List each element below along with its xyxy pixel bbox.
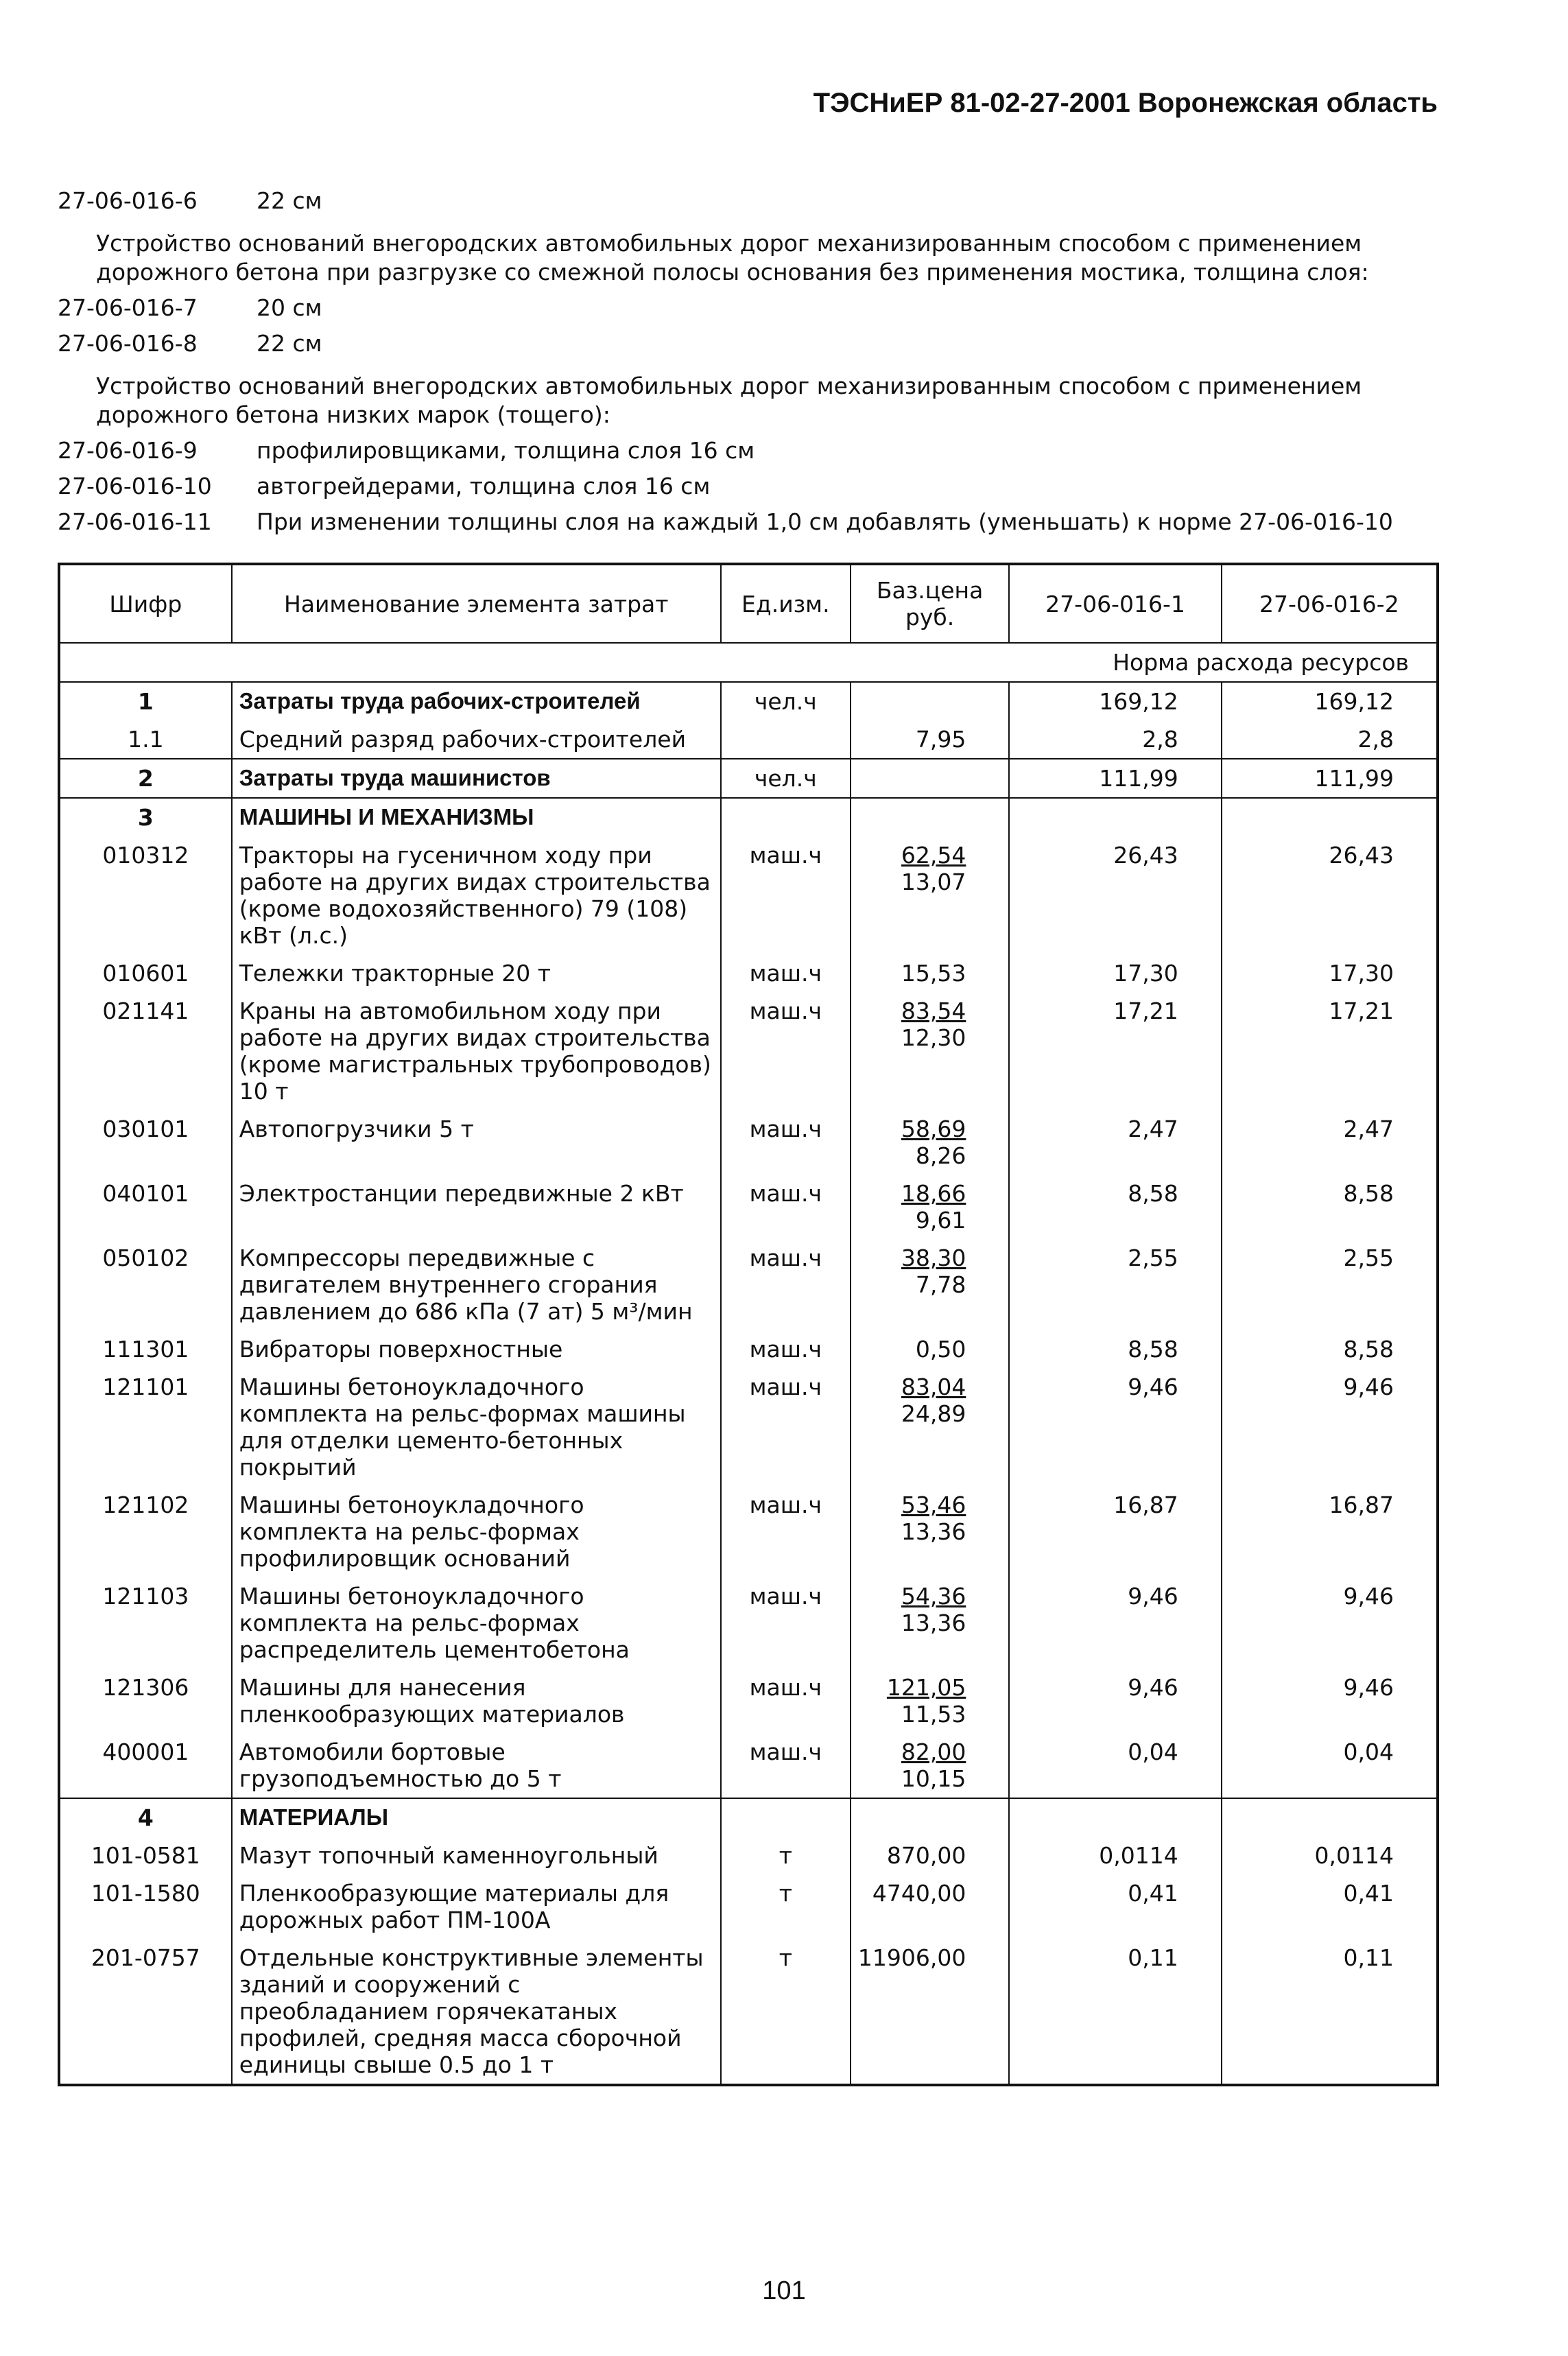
cell-value-col1: 9,46: [1009, 1368, 1221, 1486]
cell-value-col2: 8,58: [1222, 1330, 1438, 1368]
operator-wage-price: 24,89: [901, 1400, 966, 1427]
cell-value-col1: [1009, 1798, 1221, 1837]
operator-wage-price: 13,07: [901, 869, 966, 895]
table-row: [59, 1577, 1438, 1669]
base-price: 7,95: [915, 726, 966, 753]
text: профилировщиками, толщина слоя 16 см: [257, 437, 755, 464]
cell-price: [851, 1874, 1009, 1939]
cell-name: Затраты труда машинистов: [232, 759, 721, 798]
cell-name: Средний разряд рабочих-строителей: [232, 720, 721, 759]
cell-value-col2: 17,30: [1222, 954, 1438, 992]
cell-price: [851, 1798, 1009, 1837]
operator-wage-price: 11,53: [901, 1701, 966, 1728]
cell-unit: маш.ч: [721, 954, 851, 992]
table-body: [59, 682, 1438, 2085]
cell-value-col1: 16,87: [1009, 1486, 1221, 1577]
table-row: [59, 836, 1438, 954]
cell-value-col1: [1009, 798, 1221, 836]
cell-value-col1: 8,58: [1009, 1330, 1221, 1368]
cell-value-col1: 0,0114: [1009, 1837, 1221, 1874]
cell-name: Машины для нанесения пленкообразующих материалов: [232, 1669, 721, 1733]
cell-unit: маш.ч: [721, 1239, 851, 1330]
base-price: 121,05: [886, 1674, 966, 1701]
table-row: [59, 1175, 1438, 1239]
base-price: 53,46: [901, 1492, 966, 1518]
cell-value-col1: 9,46: [1009, 1577, 1221, 1669]
cell-value-col2: 111,99: [1222, 759, 1438, 798]
table-row: [59, 1110, 1438, 1175]
cell-value-col2: 8,58: [1222, 1175, 1438, 1239]
cell-price: [851, 1368, 1009, 1486]
paragraph: Устройство оснований внегородских автомобильных дорог механизированным способом с применением дорожного бетона низких марок (тощего):: [96, 373, 1362, 428]
base-price: 4740,00: [872, 1880, 966, 1907]
cell-value-col2: 2,55: [1222, 1239, 1438, 1330]
cell-code: 400001: [59, 1733, 232, 1798]
header-name: Наименование элемента затрат: [232, 564, 721, 643]
cell-value-col2: 9,46: [1222, 1669, 1438, 1733]
document-header: ТЭСНиЕР 81-02-27-2001 Воронежская область: [813, 88, 1438, 118]
table-row: [59, 1939, 1438, 2085]
cell-name: Вибраторы поверхностные: [232, 1330, 721, 1368]
cell-name: Машины бетоноукладочного комплекта на рельс-формах распределитель цементобетона: [232, 1577, 721, 1669]
cell-value-col1: 0,11: [1009, 1939, 1221, 2085]
cell-unit: чел.ч: [721, 682, 851, 720]
cell-value-col1: 169,12: [1009, 682, 1221, 720]
table-row: [59, 1798, 1438, 1837]
cell-name: МАШИНЫ И МЕХАНИЗМЫ: [232, 798, 721, 836]
text: 22 см: [257, 330, 322, 357]
cell-unit: т: [721, 1939, 851, 2085]
cell-code: 030101: [59, 1110, 232, 1175]
table-row: [59, 1874, 1438, 1939]
cell-value-col2: 9,46: [1222, 1577, 1438, 1669]
cell-price: [851, 954, 1009, 992]
cell-value-col1: 17,21: [1009, 992, 1221, 1110]
page-number: 101: [762, 2276, 806, 2305]
cell-unit: маш.ч: [721, 836, 851, 954]
cell-value-col1: 0,04: [1009, 1733, 1221, 1798]
code: 27-06-016-9: [58, 437, 198, 464]
text: 20 см: [257, 294, 322, 321]
header-col1: 27-06-016-1: [1009, 564, 1221, 643]
cell-value-col1: 2,47: [1009, 1110, 1221, 1175]
cell-price: [851, 1330, 1009, 1368]
table-row: [59, 1669, 1438, 1733]
cell-name: Электростанции передвижные 2 кВт: [232, 1175, 721, 1239]
cell-value-col2: 26,43: [1222, 836, 1438, 954]
cell-value-col2: [1222, 798, 1438, 836]
cell-price: [851, 1239, 1009, 1330]
cell-value-col1: 26,43: [1009, 836, 1221, 954]
cell-name: МАТЕРИАЛЫ: [232, 1798, 721, 1837]
cell-value-col2: 9,46: [1222, 1368, 1438, 1486]
cell-code: 010601: [59, 954, 232, 992]
cell-value-col2: 2,47: [1222, 1110, 1438, 1175]
code-row: [58, 329, 1429, 365]
cell-code: 121103: [59, 1577, 232, 1669]
cell-name: Пленкообразующие материалы для дорожных работ ПМ-100А: [232, 1874, 721, 1939]
table-header-row: [59, 564, 1438, 643]
cell-name: Машины бетоноукладочного комплекта на рельс-формах машины для отделки цементо-бетонных покрытий: [232, 1368, 721, 1486]
cell-unit: маш.ч: [721, 1110, 851, 1175]
table-row: [59, 1368, 1438, 1486]
cell-unit: [721, 1798, 851, 1837]
cell-price: [851, 836, 1009, 954]
cell-code: 121102: [59, 1486, 232, 1577]
cell-unit: маш.ч: [721, 1669, 851, 1733]
text: При изменении толщины слоя на каждый 1,0 см добавлять (уменьшать) к норме 27-06-016-10: [257, 508, 1393, 535]
table-row: [59, 682, 1438, 720]
code: 27-06-016-10: [58, 473, 212, 499]
cell-unit: маш.ч: [721, 1175, 851, 1239]
base-price: 82,00: [901, 1739, 966, 1765]
cell-value-col1: 9,46: [1009, 1669, 1221, 1733]
cell-code: 021141: [59, 992, 232, 1110]
base-price: 11906,00: [857, 1944, 966, 1971]
header-code: Шифр: [59, 564, 232, 643]
table-row: [59, 1837, 1438, 1874]
cell-value-col2: [1222, 1798, 1438, 1837]
cell-price: [851, 1939, 1009, 2085]
cell-value-col1: 0,41: [1009, 1874, 1221, 1939]
cell-name: Автомобили бортовые грузоподъемностью до 5 т: [232, 1733, 721, 1798]
cell-unit: маш.ч: [721, 1368, 851, 1486]
table-row: [59, 954, 1438, 992]
cell-code: 101-1580: [59, 1874, 232, 1939]
cell-value-col1: 17,30: [1009, 954, 1221, 992]
cell-value-col1: 111,99: [1009, 759, 1221, 798]
operator-wage-price: 10,15: [901, 1765, 966, 1792]
code-row: [58, 294, 1429, 329]
cell-unit: чел.ч: [721, 759, 851, 798]
table-row: [59, 759, 1438, 798]
cell-price: [851, 720, 1009, 759]
cell-price: [851, 1669, 1009, 1733]
cell-code: 121306: [59, 1669, 232, 1733]
text: автогрейдерами, толщина слоя 16 см: [257, 473, 711, 499]
cell-code: 201-0757: [59, 1939, 232, 2085]
cell-value-col2: 0,11: [1222, 1939, 1438, 2085]
cell-value-col2: 17,21: [1222, 992, 1438, 1110]
cell-value-col2: 169,12: [1222, 682, 1438, 720]
norm-row: [59, 643, 1438, 682]
table-row: [59, 1330, 1438, 1368]
code: 27-06-016-11: [58, 508, 212, 535]
code-row: [58, 436, 1429, 472]
cell-name: Тележки тракторные 20 т: [232, 954, 721, 992]
base-price: 0,50: [915, 1336, 966, 1363]
header-price: Баз.цена руб.: [851, 564, 1009, 643]
cell-price: [851, 1733, 1009, 1798]
table-row: [59, 1239, 1438, 1330]
header-unit: Ед.изм.: [721, 564, 851, 643]
cell-code: 2: [59, 759, 232, 798]
base-price: 58,69: [901, 1116, 966, 1142]
table-row: [59, 720, 1438, 759]
operator-wage-price: 12,30: [901, 1024, 966, 1051]
base-price: 18,66: [901, 1180, 966, 1207]
norm-label: Норма расхода ресурсов: [59, 643, 1438, 682]
cell-code: 3: [59, 798, 232, 836]
paragraph: Устройство оснований внегородских автомобильных дорог механизированным способом с применением дорожного бетона при разгрузке со смежной полосы основания без применения мостика, толщина слоя:: [96, 230, 1369, 285]
base-price: 62,54: [901, 842, 966, 869]
cell-name: Машины бетоноукладочного комплекта на рельс-формах профилировщик оснований: [232, 1486, 721, 1577]
operator-wage-price: 8,26: [915, 1142, 966, 1169]
cell-unit: маш.ч: [721, 1577, 851, 1669]
operator-wage-price: 13,36: [901, 1518, 966, 1545]
cell-value-col2: 2,8: [1222, 720, 1438, 759]
cell-name: Автопогрузчики 5 т: [232, 1110, 721, 1175]
cell-name: Отдельные конструктивные элементы зданий и сооружений с преобладанием горячекатаных профилей, средняя масса сборочной единицы свыше 0.5 до 1 т: [232, 1939, 721, 2085]
cell-price: [851, 1577, 1009, 1669]
cell-unit: т: [721, 1837, 851, 1874]
cell-code: 1.1: [59, 720, 232, 759]
base-price: 54,36: [901, 1583, 966, 1610]
cell-unit: маш.ч: [721, 1330, 851, 1368]
cell-unit: [721, 798, 851, 836]
cell-unit: маш.ч: [721, 1486, 851, 1577]
cell-unit: [721, 720, 851, 759]
header-col2: 27-06-016-2: [1222, 564, 1438, 643]
base-price: 38,30: [901, 1245, 966, 1271]
text: 22 см: [257, 187, 322, 214]
cell-code: 121101: [59, 1368, 232, 1486]
cell-code: 4: [59, 1798, 232, 1837]
code-row: [58, 508, 1429, 543]
cell-value-col1: 2,55: [1009, 1239, 1221, 1330]
cell-price: [851, 798, 1009, 836]
table-row: [59, 1733, 1438, 1798]
cell-value-col2: 0,41: [1222, 1874, 1438, 1939]
cell-price: [851, 759, 1009, 798]
operator-wage-price: 9,61: [915, 1207, 966, 1234]
resource-table: [58, 563, 1439, 2086]
code: 27-06-016-7: [58, 294, 198, 321]
cell-name: Компрессоры передвижные с двигателем внутреннего сгорания давлением до 686 кПа (7 ат) 5 м³/мин: [232, 1239, 721, 1330]
cell-value-col2: 0,04: [1222, 1733, 1438, 1798]
cell-code: 1: [59, 682, 232, 720]
base-price: 15,53: [901, 960, 966, 987]
base-price: 870,00: [886, 1842, 966, 1869]
operator-wage-price: 13,36: [901, 1610, 966, 1636]
table-row: [59, 1486, 1438, 1577]
base-price: 83,04: [901, 1374, 966, 1400]
cell-code: 111301: [59, 1330, 232, 1368]
code: 27-06-016-8: [58, 330, 198, 357]
cell-code: 010312: [59, 836, 232, 954]
cell-price: [851, 1837, 1009, 1874]
code: 27-06-016-6: [58, 187, 198, 214]
cell-price: [851, 1110, 1009, 1175]
operator-wage-price: 7,78: [915, 1271, 966, 1298]
cell-unit: т: [721, 1874, 851, 1939]
cell-name: Краны на автомобильном ходу при работе на других видах строительства (кроме магистральных трубопроводов) 10 т: [232, 992, 721, 1110]
cell-unit: маш.ч: [721, 992, 851, 1110]
cell-price: [851, 1486, 1009, 1577]
intro-section: [58, 187, 1429, 543]
cell-name: Тракторы на гусеничном ходу при работе на других видах строительства (кроме водохозяйственного) 79 (108) кВт (л.с.): [232, 836, 721, 954]
base-price: 83,54: [901, 998, 966, 1024]
cell-value-col1: 2,8: [1009, 720, 1221, 759]
code-row: [58, 187, 1429, 222]
cell-value-col2: 0,0114: [1222, 1837, 1438, 1874]
cell-name: Мазут топочный каменноугольный: [232, 1837, 721, 1874]
cell-value-col1: 8,58: [1009, 1175, 1221, 1239]
cell-name: Затраты труда рабочих-строителей: [232, 682, 721, 720]
table-row: [59, 798, 1438, 836]
table-row: [59, 992, 1438, 1110]
cell-code: 101-0581: [59, 1837, 232, 1874]
cell-price: [851, 682, 1009, 720]
cell-price: [851, 992, 1009, 1110]
cell-value-col2: 16,87: [1222, 1486, 1438, 1577]
cell-unit: маш.ч: [721, 1733, 851, 1798]
cell-code: 040101: [59, 1175, 232, 1239]
cell-code: 050102: [59, 1239, 232, 1330]
code-row: [58, 472, 1429, 508]
cell-price: [851, 1175, 1009, 1239]
